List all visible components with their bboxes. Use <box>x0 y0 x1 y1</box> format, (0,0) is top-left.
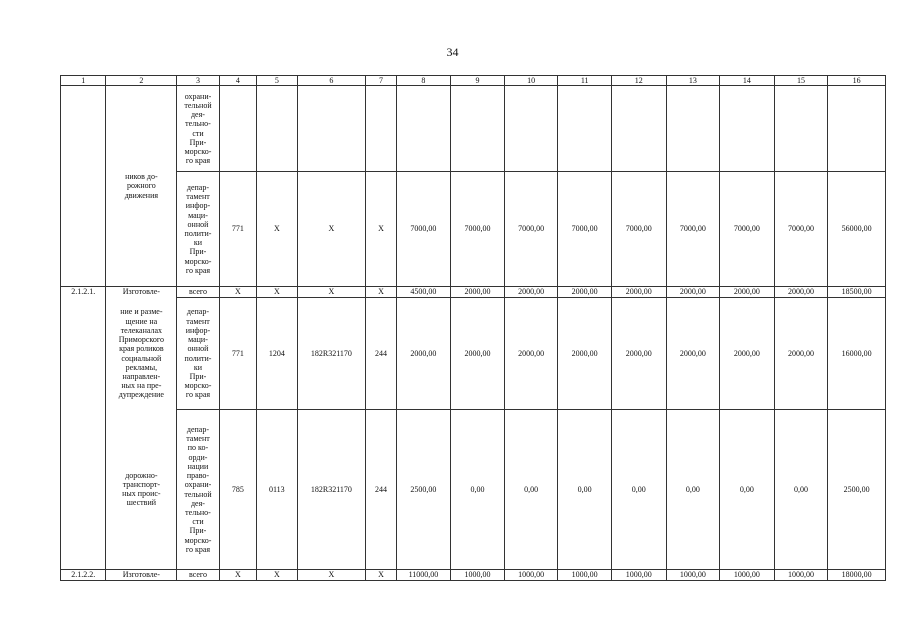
col-num-7: 7 <box>366 76 396 86</box>
col-num-12: 12 <box>611 76 666 86</box>
cell: 4500,00 <box>396 287 451 298</box>
cell: 16000,00 <box>828 298 886 410</box>
cell <box>774 86 828 172</box>
table-row <box>61 570 886 581</box>
item-name-cell: ние и разме- щение на телеканалах Приморского края роликов социальной рекламы, направлен- ных на пре- дупреждение <box>106 298 177 410</box>
cell: 244 <box>366 410 396 570</box>
cell: X <box>366 172 396 287</box>
col-num-11: 11 <box>558 76 612 86</box>
cell: 0113 <box>257 410 297 570</box>
col-num-3: 3 <box>177 76 219 86</box>
cell <box>666 86 720 172</box>
cell: X <box>219 570 256 581</box>
cell <box>558 86 612 172</box>
cell: 7000,00 <box>558 172 612 287</box>
cell: 7000,00 <box>774 172 828 287</box>
item-number-cell <box>61 86 106 287</box>
table-row <box>61 86 886 172</box>
cell: 1000,00 <box>558 570 612 581</box>
executor-cell: депар- тамент инфор- маци- онной полити- ки При- морско- го края <box>177 172 219 287</box>
cell <box>366 86 396 172</box>
executor-cell: всего <box>177 570 219 581</box>
cell: 2000,00 <box>720 298 775 410</box>
cell: 2000,00 <box>611 287 666 298</box>
cell <box>451 86 505 172</box>
cell: 1000,00 <box>611 570 666 581</box>
cell: 56000,00 <box>828 172 886 287</box>
cell: 1000,00 <box>451 570 505 581</box>
item-name-cell: Изготовле- <box>106 570 177 581</box>
cell: 771 <box>219 298 256 410</box>
cell <box>720 86 775 172</box>
cell <box>396 86 451 172</box>
cell: 7000,00 <box>666 172 720 287</box>
cell: 182R321170 <box>297 298 366 410</box>
cell: 2000,00 <box>504 298 558 410</box>
col-num-6: 6 <box>297 76 366 86</box>
cell: 2000,00 <box>558 298 612 410</box>
table-row <box>61 172 886 287</box>
cell: 2000,00 <box>666 298 720 410</box>
cell: 18000,00 <box>828 570 886 581</box>
cell: 2000,00 <box>774 287 828 298</box>
cell: 1000,00 <box>666 570 720 581</box>
executor-cell: всего <box>177 287 219 298</box>
cell: X <box>257 570 297 581</box>
cell: X <box>297 172 366 287</box>
col-num-1: 1 <box>61 76 106 86</box>
cell: 2000,00 <box>451 287 505 298</box>
table-row <box>61 410 886 570</box>
cell: 0,00 <box>611 410 666 570</box>
page-number: 34 <box>446 45 459 59</box>
table-row <box>61 298 886 410</box>
cell <box>297 86 366 172</box>
cell: 0,00 <box>558 410 612 570</box>
cell: 2000,00 <box>774 298 828 410</box>
cell: 182R321170 <box>297 410 366 570</box>
cell: 0,00 <box>774 410 828 570</box>
col-num-16: 16 <box>828 76 886 86</box>
cell: 7000,00 <box>611 172 666 287</box>
cell: 2000,00 <box>611 298 666 410</box>
executor-cell: охрани- тельной дея- тельно- сти При- морско- го края <box>177 86 219 172</box>
cell: 11000,00 <box>396 570 451 581</box>
col-num-9: 9 <box>451 76 505 86</box>
cell: 18500,00 <box>828 287 886 298</box>
cell: 785 <box>219 410 256 570</box>
cell: 2500,00 <box>828 410 886 570</box>
cell: X <box>219 287 256 298</box>
cell: 2000,00 <box>451 298 505 410</box>
cell <box>828 86 886 172</box>
col-num-4: 4 <box>219 76 256 86</box>
cell: X <box>257 172 297 287</box>
cell: 1204 <box>257 298 297 410</box>
col-num-10: 10 <box>504 76 558 86</box>
cell: 2000,00 <box>720 287 775 298</box>
budget-table <box>60 75 886 581</box>
cell: 7000,00 <box>396 172 451 287</box>
cell: X <box>366 570 396 581</box>
cell: 2500,00 <box>396 410 451 570</box>
cell: 771 <box>219 172 256 287</box>
cell: 2000,00 <box>504 287 558 298</box>
cell: X <box>297 570 366 581</box>
col-num-15: 15 <box>774 76 828 86</box>
cell: 1000,00 <box>774 570 828 581</box>
col-num-8: 8 <box>396 76 451 86</box>
item-name-cell: Изготовле- <box>106 287 177 298</box>
cell: X <box>366 287 396 298</box>
cell: 1000,00 <box>720 570 775 581</box>
cell <box>257 86 297 172</box>
table-row <box>61 287 886 298</box>
cell: 2000,00 <box>666 287 720 298</box>
cell <box>219 86 256 172</box>
cell: 7000,00 <box>451 172 505 287</box>
cell: 0,00 <box>451 410 505 570</box>
cell: X <box>297 287 366 298</box>
cell: 0,00 <box>666 410 720 570</box>
executor-cell: депар- тамент инфор- маци- онной полити- ки При- морско- го края <box>177 298 219 410</box>
column-number-row <box>61 76 886 86</box>
col-num-13: 13 <box>666 76 720 86</box>
cell <box>504 86 558 172</box>
cell <box>611 86 666 172</box>
item-name-cell: ников до- рожного движения <box>106 86 177 287</box>
cell: 7000,00 <box>720 172 775 287</box>
cell: 2000,00 <box>396 298 451 410</box>
cell: 244 <box>366 298 396 410</box>
cell: 0,00 <box>720 410 775 570</box>
col-num-5: 5 <box>257 76 297 86</box>
cell: 1000,00 <box>504 570 558 581</box>
item-number-cell: 2.1.2.2. <box>61 570 106 581</box>
cell: 7000,00 <box>504 172 558 287</box>
cell: X <box>257 287 297 298</box>
item-name-cell: дорожно- транспорт- ных проис- шествий <box>106 410 177 570</box>
executor-cell: депар- тамент по ко- орди- нации право- охрани- тельной дея- тельно- сти При- морско- го края <box>177 410 219 570</box>
cell: 0,00 <box>504 410 558 570</box>
cell: 2000,00 <box>558 287 612 298</box>
col-num-14: 14 <box>720 76 775 86</box>
item-number-cell: 2.1.2.1. <box>61 287 106 570</box>
col-num-2: 2 <box>106 76 177 86</box>
